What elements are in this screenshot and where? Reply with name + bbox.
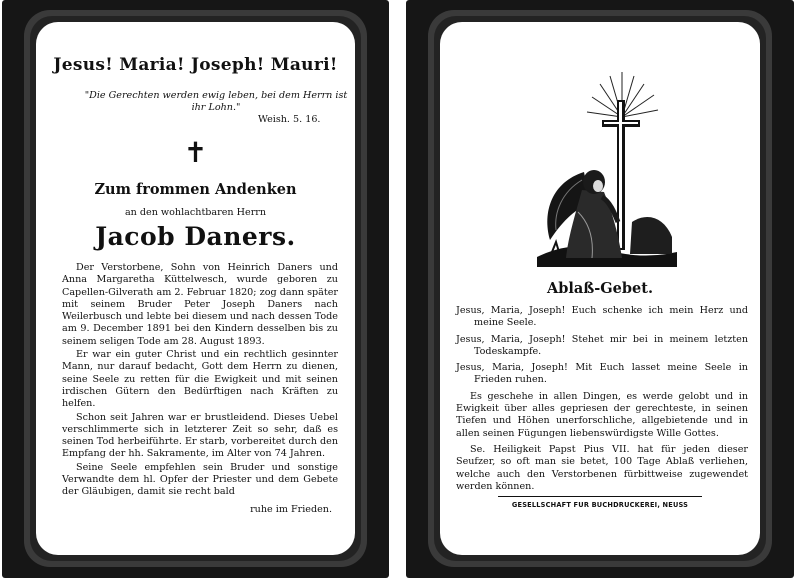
closing-line: ruhe im Frieden. bbox=[250, 503, 332, 515]
printer-divider bbox=[498, 496, 702, 497]
angel-at-cross-illustration bbox=[532, 62, 682, 267]
memorial-card-back bbox=[406, 0, 794, 578]
prayer-item: Jesus, Maria, Joseph! Euch schenke ich mein Herz und meine Seele. bbox=[456, 305, 748, 329]
biography-paragraph: Seine Seele empfehlen sein Bruder und sonstige Verwandte dem hl. Opfer der Priester und dem Gebete der Gläubigen, damit sie recht bald bbox=[62, 461, 338, 498]
biography-paragraph: Er war ein guter Christ und ein rechtlich gesinnter Mann, nur darauf bedacht, Gott dem Herrn zu dienen, seine Seele zu retten für die Ewigkeit und mit seinen irdischen Gütern den Bedürftigen nach Kräften zu helfen. bbox=[62, 349, 338, 410]
indulgence-paragraph: Se. Heiligkeit Papst Pius VII. hat für jeden dieser Seufzer, so oft man sie betet, 100 Tage Ablaß verliehen, welche auch den Verstorbenen fürbittweise zugewendet werden können. bbox=[456, 443, 748, 492]
scripture-quote: "Die Gerechten werden ewig leben, bei dem Herrn ist ihr Lohn." bbox=[84, 90, 348, 113]
prayer-item: Jesus, Maria, Joseph! Stehet mir bei in meinem letzten Todeskampfe. bbox=[456, 333, 748, 357]
card-panel bbox=[440, 22, 760, 555]
memorial-heading: Zum frommen Andenken bbox=[94, 181, 297, 198]
cross-icon: ✝ bbox=[183, 136, 208, 169]
scripture-reference: Weish. 5. 16. bbox=[258, 114, 321, 125]
prayer-heading: Ablaß-Gebet. bbox=[546, 280, 654, 297]
deceased-name: Jacob Daners. bbox=[95, 222, 296, 251]
biography-paragraph: Schon seit Jahren war er brustleidend. Dieses Uebel verschlimmerte sich in letzterer Zeit so sehr, daß es seinen Tod herbeiführte. Er starb, vorbereitet durch den Empfang der hh. Sakramente, im Alter von 74 Jahren. bbox=[62, 411, 338, 460]
biography-paragraph: Der Verstorbene, Sohn von Heinrich Daners und Anna Margaretha Küttelwesch, wurde geboren zu Capellen-Gilverath am 2. Februar 1820; zog dann später mit seinem Bruder Peter Joseph Daners nach Weilerbusch und lebte bei diesem und nach dessen Tode am 9. December 1891 bei den Kindern desselben bis zu seinem seligen Tode am 28. August 1893. bbox=[62, 262, 338, 347]
prayer-list bbox=[456, 305, 748, 493]
memorial-card-front bbox=[2, 0, 389, 578]
memorial-subheading: an den wohlachtbaren Herrn bbox=[124, 207, 267, 218]
invocation-title: Jesus! Maria! Joseph! Mauri! bbox=[53, 55, 338, 75]
biography-text bbox=[62, 262, 338, 515]
card-panel bbox=[36, 22, 355, 555]
prayer-paragraph: Es geschehe in allen Dingen, es werde gelobt und in Ewigkeit über alles gepriesen der gerechteste, in seinen Tiefen und Höhen unerforschliche, allgebietende und in allen seinen Fügungen liebenswürdigste Wille Gottes. bbox=[456, 390, 748, 439]
printer-imprint: GESELLSCHAFT FUR BUCHDRUCKEREI, NEUSS bbox=[511, 501, 689, 509]
prayer-item: Jesus, Maria, Joseph! Mit Euch lasset meine Seele in Frieden ruhen. bbox=[456, 362, 748, 386]
